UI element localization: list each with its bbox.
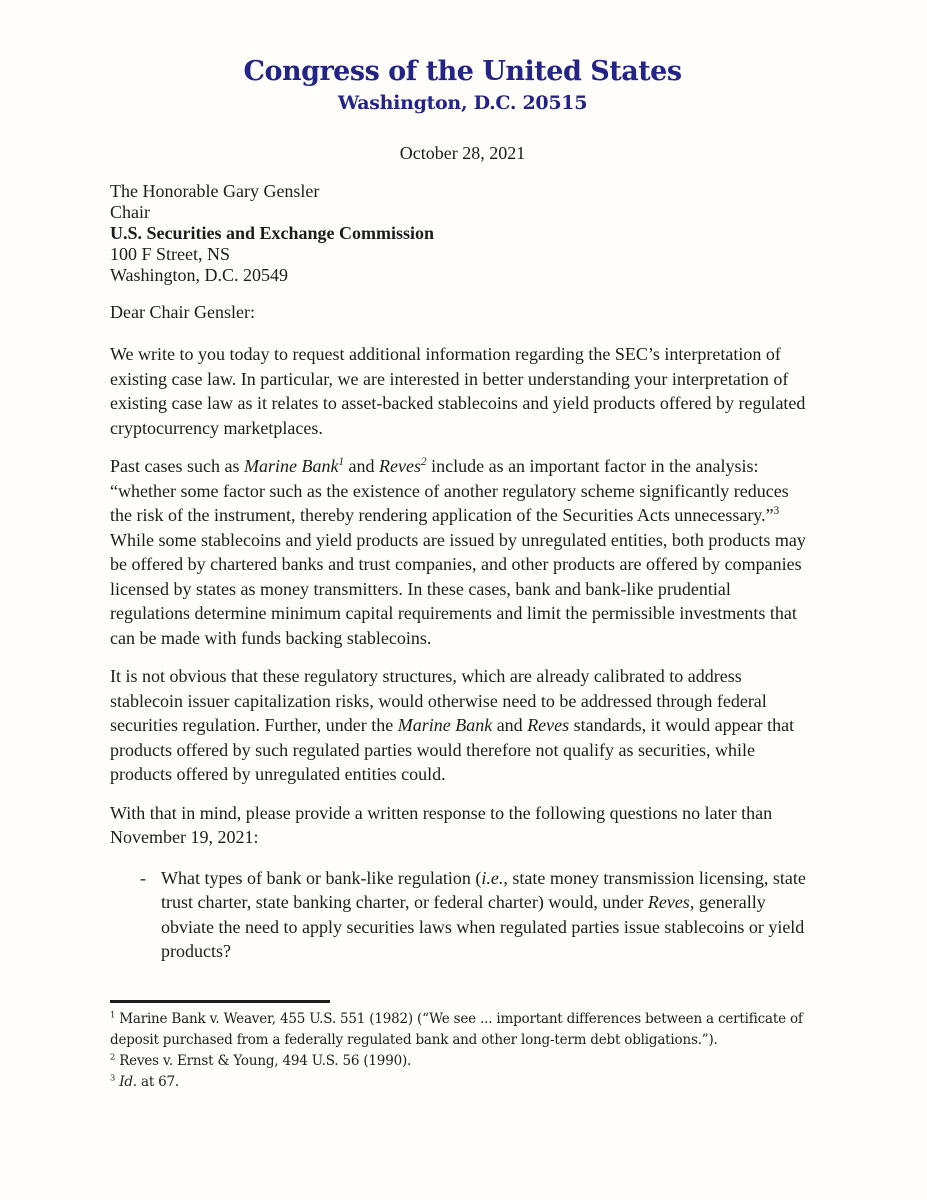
q-italic-ie: i.e. bbox=[481, 867, 504, 888]
footnote-ref-3: 3 bbox=[773, 505, 780, 517]
recipient-organization: U.S. Securities and Exchange Commission bbox=[110, 223, 435, 243]
recipient-city: Washington, D.C. 20549 bbox=[110, 265, 289, 285]
question-item bbox=[110, 866, 815, 964]
footnote-1-text: Marine Bank v. Weaver, 455 U.S. 551 (1982) (“We see ... important differences between a certificate of deposit purchased from a federally regulated bank and other long-term debt obligations.”). bbox=[110, 1010, 803, 1048]
paragraph-request-text: With that in mind, please provide a written response to the following questions no later than November 19, 2021: bbox=[110, 802, 773, 847]
footnote-3-id: Id. bbox=[115, 1073, 137, 1090]
paragraph-intro bbox=[110, 342, 815, 440]
case-citation-reves-2: Reves bbox=[527, 715, 570, 735]
case-citation-reves: Reves bbox=[379, 456, 422, 476]
footnote-ref-2: 2 bbox=[421, 456, 427, 468]
footnote-2-text: Reves v. Ernst & Young, 494 U.S. 56 (1990). bbox=[115, 1052, 412, 1069]
footnote-2 bbox=[110, 1051, 815, 1072]
footnote-1 bbox=[110, 1009, 815, 1051]
letterhead-title: Congress of the United States bbox=[243, 56, 682, 87]
q-seg3: , generally obviate the need to apply securities laws when regulated parties issue stablecoins or yield products? bbox=[161, 892, 805, 961]
p2-seg4: While some stablecoins and yield products are issued by unregulated entities, both products may be offered by chartered banks and trust companies, and other products are offered by companies licensed by states as money transmitters. In these cases, bank and bank-like prudential regulations determine minimum capital requirements and limit the permissible investments that can be made with funds backing stablecoins. bbox=[110, 529, 806, 648]
p2-seg2: and bbox=[344, 456, 380, 476]
footnotes-block bbox=[110, 1009, 815, 1093]
recipient-name: The Honorable Gary Gensler bbox=[110, 181, 320, 201]
letter-date: October 28, 2021 bbox=[399, 143, 526, 163]
footnote-ref-1: 1 bbox=[338, 456, 345, 468]
p2-seg3: include as an important factor in the analysis: “whether some factor such as the existence of another regulatory scheme significantly reduces the risk of the instrument, thereby rendering application of the Securities Acts unnecessary.” bbox=[110, 456, 789, 525]
recipient-street: 100 F Street, NS bbox=[110, 244, 231, 264]
recipient-block bbox=[110, 181, 815, 286]
paragraph-past-cases bbox=[110, 454, 815, 650]
bullet-dash: - bbox=[140, 867, 146, 888]
footnote-2-number: 2 bbox=[110, 1051, 116, 1061]
paragraph-regulatory-structures bbox=[110, 664, 815, 787]
q-seg2: , state money transmission licensing, state trust charter, state banking charter, or federal charter) would, under bbox=[161, 867, 806, 912]
recipient-title: Chair bbox=[110, 202, 150, 222]
q-seg1: What types of bank or bank-like regulation ( bbox=[161, 867, 482, 888]
paragraph-intro-text: We write to you today to request additional information regarding the SEC’s interpretation of existing case law. In particular, we are interested in better understanding your interpretation of existing case law as it relates to asset-backed stablecoins and yield products offered by regulated cryptocurrency marketplaces. bbox=[110, 344, 806, 438]
p3-seg3: standards, it would appear that products offered by such regulated parties would therefore not qualify as securities, while products offered by unregulated entities could. bbox=[110, 715, 795, 784]
footnote-1-number: 1 bbox=[110, 1009, 116, 1019]
letterhead bbox=[110, 54, 815, 116]
question-text bbox=[161, 866, 815, 964]
p2-seg1: Past cases such as bbox=[110, 456, 244, 476]
p3-seg2: and bbox=[492, 715, 528, 735]
case-citation-marine-bank: Marine Bank bbox=[243, 456, 339, 476]
footnote-3-text: at 67. bbox=[136, 1073, 180, 1090]
letterhead-subtitle: Washington, D.C. 20515 bbox=[337, 92, 588, 114]
paragraph-request bbox=[110, 801, 815, 850]
footnote-3 bbox=[110, 1072, 815, 1093]
case-citation-marine-bank-2: Marine Bank bbox=[397, 715, 493, 735]
p3-seg1: It is not obvious that these regulatory structures, which are already calibrated to address stablecoin issuer capitalization risks, would otherwise need to be addressed through federal securities regulation. Further, under the bbox=[110, 666, 767, 735]
q-italic-reves: Reves bbox=[647, 892, 690, 912]
footnote-3-number: 3 bbox=[110, 1072, 116, 1082]
salutation: Dear Chair Gensler: bbox=[110, 302, 255, 322]
footnote-separator bbox=[110, 1000, 330, 1003]
